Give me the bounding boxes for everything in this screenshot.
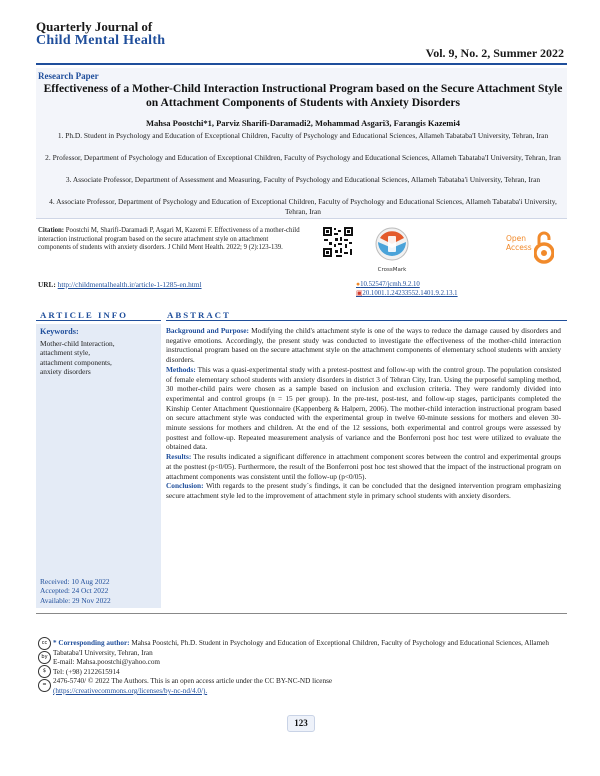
- volume-info: Vol. 9, No. 2, Summer 2022: [425, 46, 564, 60]
- paper-type: Research Paper: [38, 71, 99, 81]
- article-info-rule: [36, 320, 161, 321]
- citation-url-line: [38, 280, 202, 289]
- keyword-item: anxiety disorders: [40, 367, 91, 377]
- journal-name-line1: Quarterly Journal of: [36, 19, 153, 34]
- corresponding-author-block: [53, 639, 567, 697]
- abstract-background: [166, 326, 561, 365]
- license-url-link[interactable]: (https://creativecommons.org/licenses/by-nc-nd/4.0/).: [53, 686, 208, 695]
- available-date: Available: 29 Nov 2022: [40, 595, 111, 605]
- header-divider: [36, 63, 567, 65]
- affiliation-3: 3. Associate Professor, Department of Assessment and Measuring, Faculty of Psychology and Educational Sciences, Allameh Tabataba'i University, Tehran, Iran: [65, 175, 541, 184]
- article-info-heading: ARTICLE INFO: [40, 310, 128, 320]
- crossmark-label: CrossMark: [377, 267, 407, 273]
- keyword-item: attachment components,: [40, 357, 112, 367]
- abstract-methods: [166, 365, 561, 452]
- affiliation-4: 4. Associate Professor, Department of Psychology and Education of Exceptional Children, Faculty of Psychology and Educational Sciences, Allameh Tabataba'i University, Tehran, Iran: [49, 197, 557, 216]
- doi-link-1[interactable]: [356, 280, 458, 289]
- abstract-rule: [166, 320, 567, 321]
- abstract-conclusion: [166, 481, 561, 500]
- crossmark-badge[interactable]: [373, 226, 411, 272]
- open-access-lock-icon: [534, 230, 554, 264]
- citation-block: [38, 227, 300, 253]
- page-number: 123: [287, 715, 315, 732]
- cc-license-icons: [38, 637, 50, 693]
- author-email: E-mail: Mahsa.poostchi@yahoo.com: [53, 658, 161, 667]
- qr-code-icon: [322, 226, 354, 258]
- methods-label: Methods:: [166, 364, 196, 374]
- background-label: Background and Purpose:: [166, 326, 249, 335]
- background-text: Modifying the child's attachment style is one of the ways to reduce the damage caused by disorders and negative emotions. Accordingly, the present study was conducted to investigate the effectiveness of the mother-child interaction instructional program based on the secure attachment style on the attachment components of elementary school students with anxiety disorders.: [166, 326, 561, 365]
- abstract-heading: ABSTRACT: [167, 310, 231, 320]
- corresponding-text: Mahsa Poostchi, Ph.D. Student in Psychology and Education of Exceptional Children, Faculty of Psychology and Educational Sciences, Allameh Tabataba'I University, Tehran, Iran: [53, 639, 549, 657]
- accepted-date: Accepted: 24 Oct 2022: [40, 586, 109, 596]
- license-text: 2476-5740/ © 2022 The Authors. This is an open access article under the CC BY-NC-ND license: [53, 677, 333, 686]
- journal-name: [36, 20, 165, 48]
- doi-link-2[interactable]: [356, 289, 458, 298]
- corresponding-label: * Corresponding author:: [53, 639, 130, 647]
- conclusion-label: Conclusion:: [166, 481, 204, 491]
- results-text: The results indicated a significant difference in attachment component scores between the control and experimental groups at the posttest (p<0/05). Furthermore, the result of the Bonferroni post hoc test showed that the impact of the instructional program on attachment components was consistent until the follow-up (p<0/05).: [166, 452, 561, 481]
- author-tel: Tel: (+98) 2122615914: [53, 667, 120, 676]
- open-access-text: [506, 234, 532, 252]
- article-dates: [40, 577, 111, 605]
- url-label: URL:: [38, 280, 56, 289]
- doi-icon: ●: [356, 281, 361, 288]
- cc-by-icon: by: [38, 651, 51, 664]
- open-access-badge: [506, 226, 554, 276]
- abstract-results: [166, 452, 561, 481]
- cc-icon: cc: [38, 637, 51, 650]
- citation-label: Citation:: [38, 227, 65, 234]
- open-access-line1: Open: [506, 234, 527, 243]
- open-access-line2: Access: [506, 243, 532, 252]
- paper-title: Effectiveness of a Mother-Child Interaction Instructional Program based on the Secure Attachment Style on Attachment Components of Students with Anxiety Disorders: [43, 82, 563, 109]
- citation-url-link[interactable]: http://childmentalhealth.ir/article-1-1285-en.html: [57, 280, 202, 289]
- cc-nd-icon: =: [38, 679, 51, 692]
- received-date: Received: 10 Aug 2022: [40, 577, 110, 586]
- citation-text: Poostchi M, Sharifi-Daramadi P, Asgari M, Kazemi F. Effectiveness of a mother-child interaction instructional program based on the secure attachment style on attachment components of students with anxiety disorders. J Child Ment Health. 2022; 9 (2):123-139.: [38, 227, 300, 252]
- keywords-list: [40, 339, 160, 377]
- crossmark-icon: [373, 226, 411, 262]
- affiliation-1: 1. Ph.D. Student in Psychology and Education of Exceptional Children, Faculty of Psychology and Educational Sciences, Allameh Tabataba'I University, Tehran, Iran: [57, 131, 549, 140]
- doi-text-1: 10.52547/jcmh.9.2.10: [360, 281, 420, 288]
- keyword-item: attachment style,: [40, 348, 91, 358]
- keyword-item: Mother-child Interaction,: [40, 339, 115, 348]
- journal-name-line2: Child Mental Health: [36, 33, 166, 48]
- conclusion-text: With regards to the present study`s findings, it can be concluded that the designed intervention program emphasizing secure attachment style led to the improvement of attachment style in primary school students with anxiety disorders.: [166, 481, 561, 500]
- results-label: Results:: [166, 452, 192, 462]
- abstract-body: [166, 326, 561, 501]
- doi-block: [356, 280, 458, 298]
- affiliation-2: 2. Professor, Department of Psychology and Education of Exceptional Children, Faculty of Psychology and Educational Sciences, Allameh Tabataba'I University, Tehran, Iran: [45, 153, 561, 162]
- doi-text-2: 20.1001.1.24233552.1401.9.2.13.1: [362, 290, 458, 297]
- corresponding-author: [53, 639, 567, 658]
- paper-authors: Mahsa Poostchi*1, Parviz Sharifi-Daramadi2, Mohammad Asgari3, Farangis Kazemi4: [145, 118, 460, 128]
- footer-divider: [36, 613, 567, 614]
- methods-text: This was a quasi-experimental study with a pretest-posttest and follow-up with the control group. The population consisted of female elementary school students with anxiety disorders in district 3 of Tehran City, Iran. Using the purposeful sampling method, 30 mother-child pairs were chosen as a sample based on inclusion and exclusion criteria. They were randomly divided into experimental and control groups (n = 15 per group). In the pre-test, post-test, and follow-up stages, participants completed the Kinship Center Attachment Questionnaire (Kappenberg & Halpern, 2006). The mother-child interaction instructional program based on secure attachment style was conducted with the experimental group in twelve 60-minute sessions for mothers and eleven 30-minute sessions for mothers and children. At the end of the 12 sessions, both experimental and control groups were assessed by posttest and follow-up. Repeated measurement analysis of variance and the Bonferroni post hoc test were utilized to evaluate the obtained data.: [166, 364, 561, 452]
- dor-icon: ▣: [356, 290, 363, 297]
- keywords-label: Keywords:: [40, 327, 79, 336]
- cc-nc-icon: $: [38, 665, 51, 678]
